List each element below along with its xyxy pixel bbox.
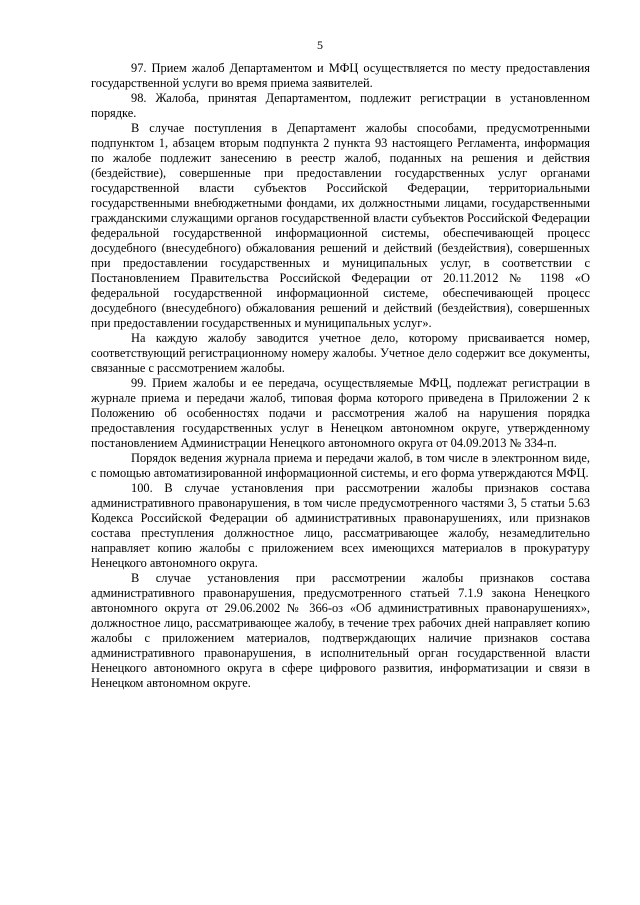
page-number: 5 — [317, 38, 323, 52]
paragraph-case-file: На каждую жалобу заводится учетное дело, которому присваивается номер, соответствующий регистрационному номеру жалобы. Учетное дело содержит все документы, связанные с рассмотрением жалобы. — [91, 331, 590, 375]
paragraph-100: 100. В случае установления при рассмотрении жалобы признаков состава административного правонарушения, в том числе предусмотренного частями 3, 5 статьи 5.63 Кодекса Российской Федерации об административных правонарушениях, или признаков состава преступления должностное лицо, рассматривающее жалобу, незамедлительно направляет копию жалобы с приложением всех имеющихся материалов в прокуратуру Ненецкого автономного округа. — [91, 481, 590, 570]
paragraph-98: 98. Жалоба, принятая Департаментом, подлежит регистрации в установленном порядке. — [91, 91, 590, 120]
document-body — [91, 61, 590, 691]
paragraph-97: 97. Прием жалоб Департаментом и МФЦ осуществляется по месту предоставления государственной услуги во время приема заявителей. — [91, 61, 590, 90]
paragraph-99: 99. Прием жалобы и ее передача, осуществляемые МФЦ, подлежат регистрации в журнале приема и передачи жалоб, типовая форма которого приведена в Приложении 2 к Положению об особенностях подачи и рассмотрения жалоб на нарушения порядка предоставления государственных услуг в Ненецком автономном округе, утвержденному постановлением Администрации Ненецкого автономного округа от 04.09.2013 № 334-п. — [91, 376, 590, 450]
paragraph-registry: В случае поступления в Департамент жалобы способами, предусмотренными подпунктом 1, абзацем вторым подпункта 2 пункта 93 настоящего Регламента, информация по жалобе подлежит занесению в реестр жалоб, поданных на решения и действия (бездействие), совершенные при предоставлении государственных услуг органами государственной власти субъектов Российской Федерации, территориальными государственными внебюджетными фондами, их должностными лицами, государственными гражданскими служащими органов государственной власти субъектов Российской Федерации федеральной государственной информационной системы, обеспечивающей процесс досудебного (внесудебного) обжалования решений и действий (бездействия), совершенных при предоставлении государственных и муниципальных услуг, в соответствии с Постановлением Правительства Российской Федерации от 20.11.2012 № 1198 «О федеральной государственной информационной системе, обеспечивающей процесс досудебного (внесудебного) обжалования решений и действий (бездействия), совершенных при предоставлении государственных и муниципальных услуг». — [91, 121, 590, 330]
paragraph-journal: Порядок ведения журнала приема и передачи жалоб, в том числе в электронном виде, с помощью автоматизированной информационной системы, и его форма утверждаются МФЦ. — [91, 451, 590, 480]
paragraph-offense: В случае установления при рассмотрении жалобы признаков состава административного правонарушения, предусмотренного статьей 7.1.9 закона Ненецкого автономного округа от 29.06.2002 № 366-оз «Об административных правонарушениях», должностное лицо, рассматривающее жалобу, в течение трех рабочих дней направляет копию жалобы с приложением материалов, подтверждающих наличие признаков состава административного правонарушения, в исполнительный орган государственной власти Ненецкого автономного округа в сфере цифрового развития, информатизации и связи в Ненецком автономном округе. — [91, 571, 590, 690]
